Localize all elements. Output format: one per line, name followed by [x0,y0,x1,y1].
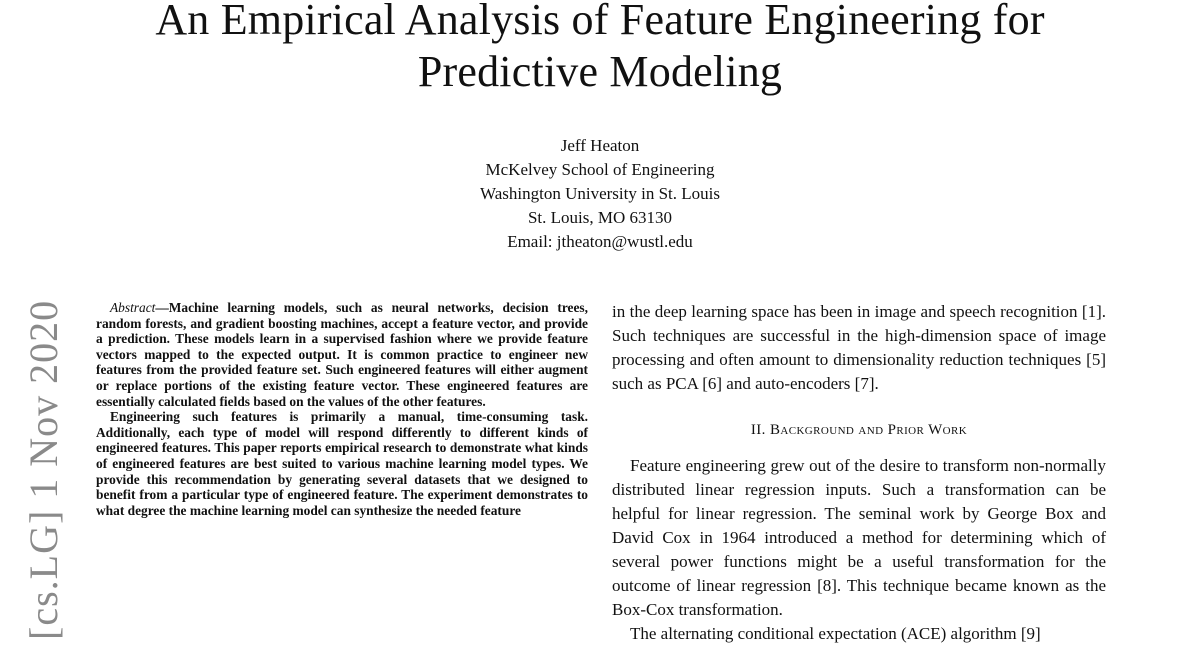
author-email: Email: jtheaton@wustl.edu [507,232,693,251]
body-column-right [612,300,1106,646]
title-line-2: Predictive Modeling [417,47,783,96]
abstract-column [96,300,588,518]
paper-title [0,0,1200,98]
body-paragraph-background-1: Feature engineering grew out of the desire to transform non-normally distributed linear regression inputs. Such a transformation can be helpful for linear regression. The seminal work by George Box and David Cox in 1964 introduced a method for determining which of several power functions might be a useful transformation for the outcome of linear regression [8]. This technique became known as the Box-Cox transformation. [612,456,1106,619]
title-line-1: An Empirical Analysis of Feature Engineering for [155,0,1045,44]
abstract-text-1: —Machine learning models, such as neural networks, decision trees, random forests, and gradient boosting machines, accept a feature vector, and provide a prediction. These models learn in a supervised fashion where we provide feature vectors mapped to the expected output. It is common practice to engineer new features from the provided feature set. Such engineered features will either augment or replace portions of the existing feature vector. These engineered features are essentially calculated fields based on the values of the other features. [96,300,588,409]
arxiv-stamp: [cs.LG] 1 Nov 2020 [21,299,66,640]
author-affiliation-school: McKelvey School of Engineering [485,160,715,179]
abstract-lead: Abstract [110,300,156,315]
author-location: St. Louis, MO 63130 [527,208,673,227]
author-affiliation-university: Washington University in St. Louis [480,184,720,203]
abstract-paragraph-1 [96,300,588,409]
section-heading-background: II. Background and Prior Work [750,422,968,438]
body-paragraph-intro-continued: in the deep learning space has been in image and speech recognition [1]. Such techniques are successful in the high-dimension space of image processing and often amount to dimensionality reduction techniques [5] such as PCA [6] and auto-encoders [7]. [612,302,1106,393]
author-name: Jeff Heaton [560,136,640,155]
abstract-paragraph-2: Engineering such features is primarily a manual, time-consuming task. Additionally, each type of model will respond differently to different kinds of engineered features. This paper reports empirical research to demonstrate what kinds of engineered features are best suited to various machine learning model types. We provide this recommendation by generating several datasets that we designed to benefit from a particular type of engineered feature. The experiment demonstrates to what degree the machine learning model can synthesize the needed feature [96,409,588,518]
author-block [0,134,1200,254]
body-paragraph-background-2: The alternating conditional expectation (ACE) algorithm [9] [630,624,1041,643]
